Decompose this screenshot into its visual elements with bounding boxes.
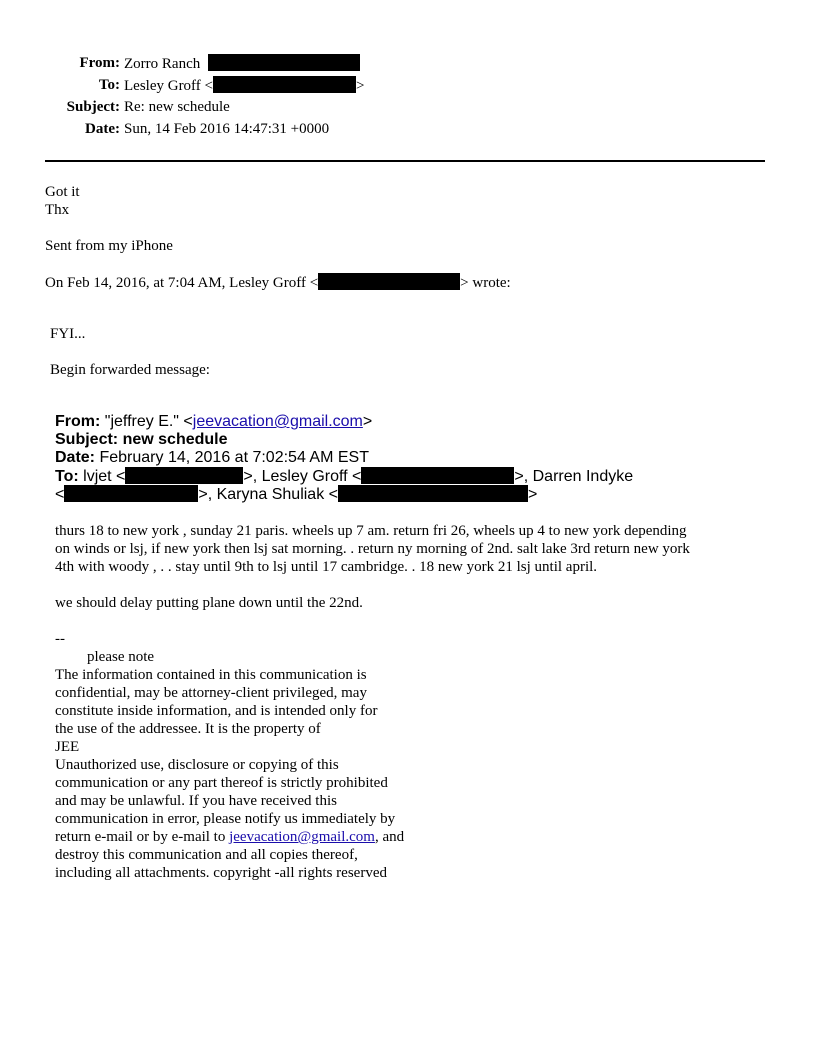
redaction-bar: [125, 467, 243, 484]
forwarded-from-row: From: "jeffrey E." <jeevacation@gmail.com>: [55, 413, 373, 430]
footer-line: The information contained in this communication is: [55, 667, 367, 683]
quoted-begin-forwarded: Begin forwarded message:: [50, 362, 210, 378]
redaction-bar: [64, 485, 198, 502]
footer-line: communication in error, please notify us immediately by: [55, 811, 396, 827]
redaction-bar: [361, 467, 514, 484]
body-paragraph-2: we should delay putting plane down until the 22nd.: [55, 595, 363, 611]
forwarded-date-label: Date:: [55, 449, 96, 466]
reply-signature: Sent from my iPhone: [45, 238, 173, 254]
footer-line: Unauthorized use, disclosure or copying of this: [55, 757, 339, 773]
forwarded-to-row: To: lvjet < >, Lesley Groff < >, Darren Indyke: [55, 468, 634, 485]
body-line-2: on winds or lsj, if new york then lsj sat morning. . return ny morning of 2nd. salt lake 3rd return new york: [55, 541, 690, 557]
quoted-fyi: FYI...: [50, 326, 86, 342]
footer-return-line: return e-mail or by e-mail to jeevacation@gmail.com, and: [55, 829, 405, 845]
header-from-value: Zorro Ranch: [124, 56, 201, 72]
footer-line: the use of the addressee. It is the property of: [55, 721, 321, 737]
quote-intro: On Feb 14, 2016, at 7:04 AM, Lesley Groff < > wrote:: [45, 275, 511, 291]
body-line-3: 4th with woody , . . stay until 9th to lsj until 17 cambridge. . 18 new york 21 lsj until april.: [55, 559, 598, 575]
header-from-label: From:: [79, 55, 120, 71]
forwarded-from-email-link[interactable]: jeevacation@gmail.com: [192, 413, 363, 430]
header-subject-label: Subject:: [66, 99, 120, 115]
footer-line: JEE: [55, 739, 80, 755]
footer-please-note: please note: [87, 649, 155, 665]
footer-line: and may be unlawful. If you have received this: [55, 793, 337, 809]
header-divider: [45, 160, 765, 162]
footer-line: communication or any part thereof is strictly prohibited: [55, 775, 388, 791]
forwarded-to-row-2: < >, Karyna Shuliak < >: [55, 486, 538, 503]
redaction-bar: [338, 485, 528, 502]
redaction-bar: [318, 273, 460, 290]
footer-dashes: --: [55, 631, 65, 647]
footer-line: destroy this communication and all copies thereof,: [55, 847, 358, 863]
forwarded-date-value: February 14, 2016 at 7:02:54 AM EST: [99, 449, 369, 466]
forwarded-subject-value: new schedule: [122, 431, 228, 448]
forwarded-from-label: From:: [55, 413, 101, 430]
header-subject-value: Re: new schedule: [124, 99, 230, 115]
footer-email-link[interactable]: jeevacation@gmail.com: [229, 829, 375, 845]
forwarded-subject-row: [55, 431, 228, 449]
footer-line: including all attachments. copyright -all rights reserved: [55, 865, 387, 881]
footer-line: constitute inside information, and is intended only for: [55, 703, 378, 719]
header-to-label: To:: [98, 77, 120, 93]
forwarded-date-row: [55, 449, 369, 467]
header-to-value: Lesley Groff <: [124, 78, 213, 94]
header-date-label: Date:: [85, 121, 120, 137]
forwarded-to-label: To:: [55, 468, 79, 485]
footer-line: confidential, may be attorney-client privileged, may: [55, 685, 367, 701]
redaction-bar: [213, 76, 356, 93]
reply-line-1: Got it: [45, 184, 80, 200]
body-line-1: thurs 18 to new york , sunday 21 paris. wheels up 7 am. return fri 26, wheels up 4 to new york depending: [55, 523, 687, 539]
forwarded-subject-label: Subject:: [55, 431, 119, 448]
reply-line-2: Thx: [45, 202, 70, 218]
redaction-bar: [208, 54, 360, 71]
header-date-value: Sun, 14 Feb 2016 14:47:31 +0000: [124, 121, 330, 137]
